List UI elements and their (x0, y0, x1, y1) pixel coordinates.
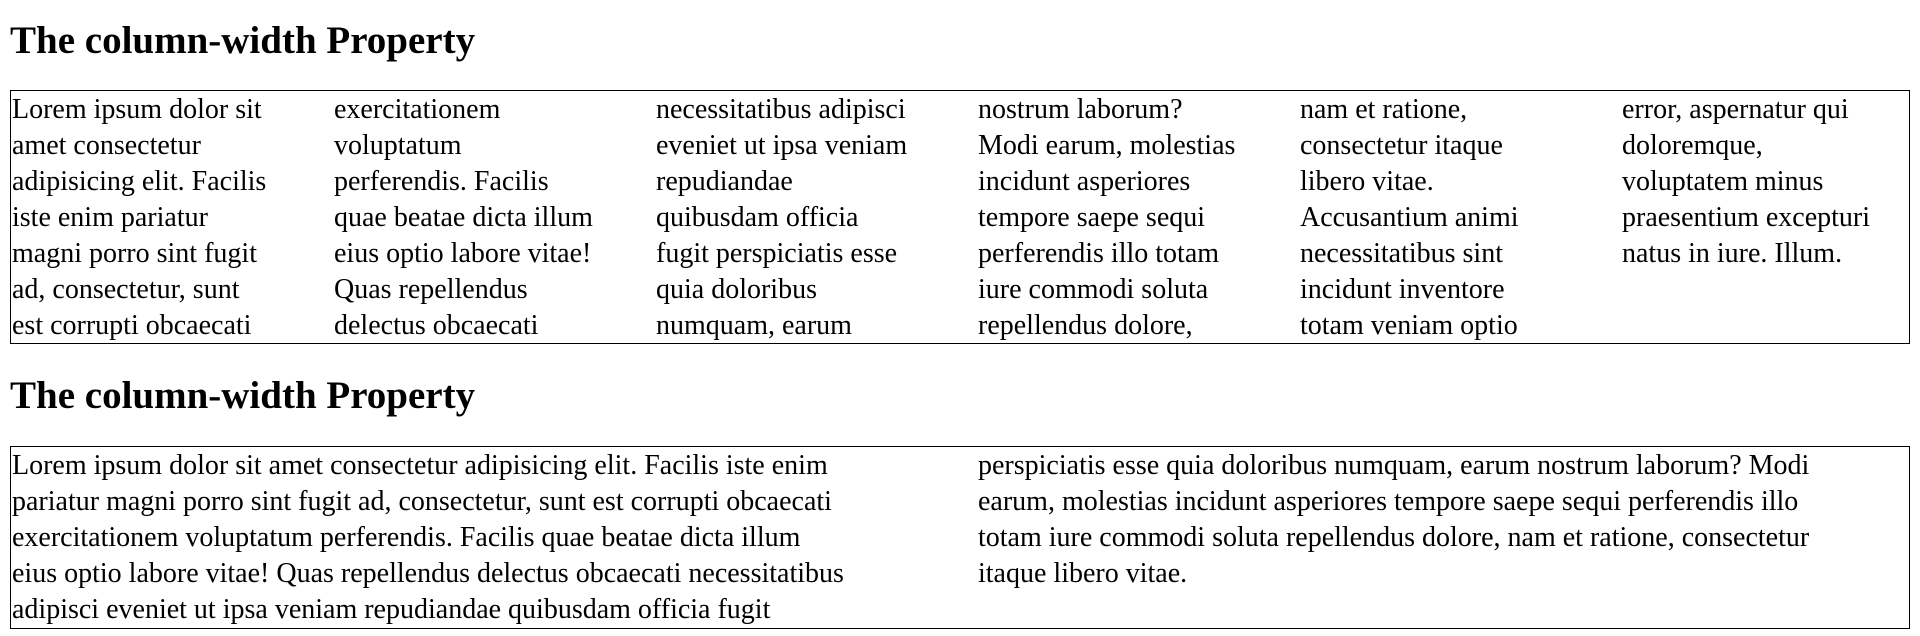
column-text-line: iste enim pariatur (12, 202, 208, 233)
section-1-heading: The column-width Property (10, 19, 476, 62)
column-text-line: perspiciatis esse quia doloribus numquam, earum nostrum laborum? Modi (978, 450, 1810, 481)
column-text-line: repudiandae (656, 166, 793, 197)
column-text-line: repellendus dolore, (978, 310, 1193, 341)
column-text-line: voluptatem minus (1622, 166, 1824, 197)
column-text-line: totam veniam optio (1300, 310, 1518, 341)
column-text-line: Modi earum, molestias (978, 130, 1236, 161)
column-text-line: nam et ratione, (1300, 94, 1468, 125)
column-text-line: magni porro sint fugit (12, 238, 257, 269)
column-text-line: perferendis illo totam (978, 238, 1220, 269)
column-text-line: iure commodi soluta (978, 274, 1209, 305)
column-text-line: pariatur magni porro sint fugit ad, consectetur, sunt est corrupti obcaecati (12, 486, 832, 517)
column-text-line: necessitatibus sint (1300, 238, 1503, 269)
column-text-line: est corrupti obcaecati (12, 310, 252, 341)
column-text-line: incidunt asperiores (978, 166, 1191, 197)
column-text-line: Quas repellendus (334, 274, 528, 305)
column-text-line: perferendis. Facilis (334, 166, 549, 197)
column-text-line: incidunt inventore (1300, 274, 1505, 305)
column-text-line: nostrum laborum? (978, 94, 1183, 125)
column-text-line: fugit perspiciatis esse (656, 238, 898, 269)
column-text-line: ad, consectetur, sunt (12, 274, 240, 305)
column-text-line: exercitationem voluptatum perferendis. Facilis quae beatae dicta illum (12, 522, 801, 553)
multicolumn-box-narrow (10, 90, 1910, 344)
column-text-line: eveniet ut ipsa veniam (656, 130, 908, 161)
column-text-line: Lorem ipsum dolor sit amet consectetur adipisicing elit. Facilis iste enim (12, 450, 828, 481)
column-text-line: amet consectetur (12, 130, 201, 161)
column-text-line: earum, molestias incidunt asperiores tempore saepe sequi perferendis illo (978, 486, 1799, 517)
column-text-line: necessitatibus adipisci (656, 94, 906, 125)
column-text-line: error, aspernatur qui (1622, 94, 1849, 125)
column-text-line: delectus obcaecati (334, 310, 539, 341)
column-text-line: doloremque, (1622, 130, 1763, 161)
column-text-line: adipisicing elit. Facilis (12, 166, 267, 197)
column-text-line: praesentium excepturi (1622, 202, 1871, 233)
column-text-line: libero vitae. (1300, 166, 1434, 197)
multicolumn-box-wide (10, 446, 1910, 629)
column-text-line: quia doloribus (656, 274, 817, 305)
column-text-line: quibusdam officia (656, 202, 859, 233)
column-text-line: eius optio labore vitae! Quas repellendus delectus obcaecati necessitatibus (12, 558, 844, 589)
column-text-line: Accusantium animi (1300, 202, 1519, 233)
column-text-line: consectetur itaque (1300, 130, 1503, 161)
column-text-line: numquam, earum (656, 310, 852, 341)
column-text-line: Lorem ipsum dolor sit (12, 94, 262, 125)
column-text-line: quae beatae dicta illum (334, 202, 593, 233)
column-text-line: itaque libero vitae. (978, 558, 1188, 589)
column-text-line: tempore saepe sequi (978, 202, 1206, 233)
section-2-heading: The column-width Property (10, 374, 476, 417)
column-text-line: eius optio labore vitae! (334, 238, 592, 269)
column-text-line: adipisci eveniet ut ipsa veniam repudiandae quibusdam officia fugit (12, 594, 771, 625)
column-text-line: natus in iure. Illum. (1622, 238, 1843, 269)
column-text-line: totam iure commodi soluta repellendus dolore, nam et ratione, consectetur (978, 522, 1810, 553)
column-text-line: voluptatum (334, 130, 462, 161)
column-text-line: exercitationem (334, 94, 501, 125)
